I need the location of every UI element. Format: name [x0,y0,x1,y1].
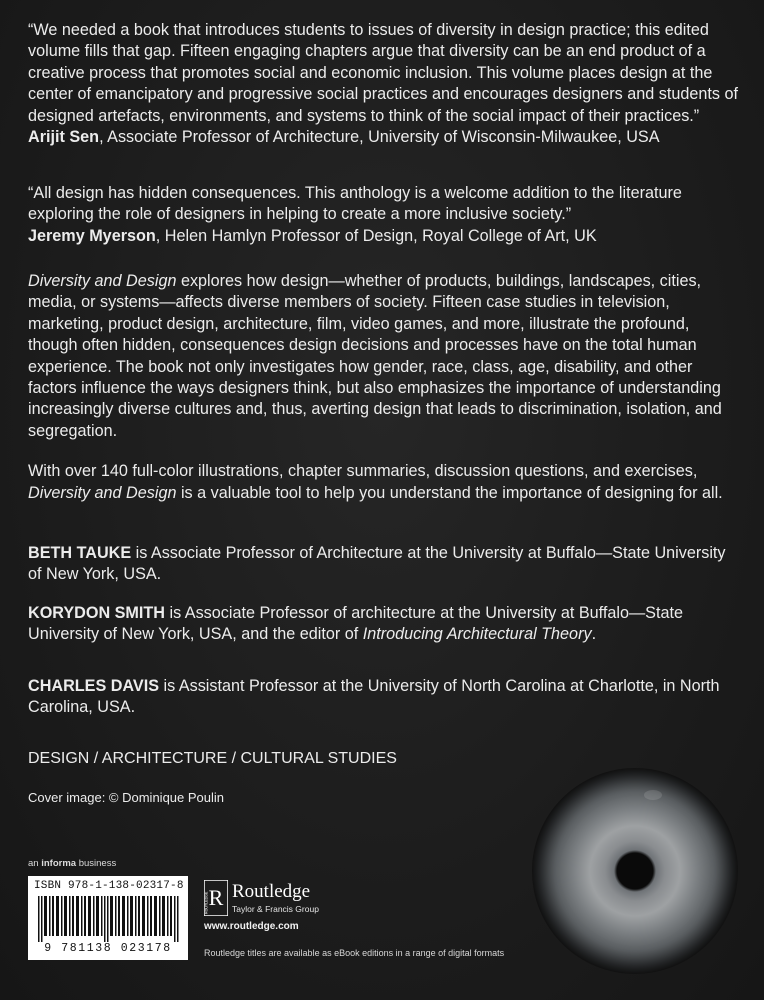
quote-text: “We needed a book that introduces students to issues of diversity in design practice; this edited volume fills that gap. Fifteen engaging chapters argue that diversity can be an end product of a creative process that promotes social and economic inclusion. This volume places design at the center of emancipatory and progressive social practices and encourages designers and students of designed artefacts, environments, and systems to think of the social impact of their practices.” [28,21,738,125]
barcode [38,896,182,942]
bio-name: KORYDON SMITH [28,604,165,622]
isbn-barcode-box [28,876,188,960]
quote-2 [28,183,740,247]
bio-text: is Associate Professor of architecture at the University at Buffalo—State University of New York, USA, and the editor of [28,604,683,644]
ebook-note: Routledge titles are available as eBook editions in a range of digital formats [204,948,505,958]
routledge-logo-icon [204,880,228,916]
barcode-digits: 9 781138 023178 [44,942,172,955]
bio-name: BETH TAUKE [28,544,132,562]
eye-glint [644,790,662,800]
bio-beth-tauke [28,543,740,586]
bio-name: CHARLES DAVIS [28,677,160,695]
cover-credit: Cover image: © Dominique Poulin [28,790,225,805]
eye-cover-image [532,768,738,974]
publisher-url[interactable]: www.routledge.com [204,921,299,932]
quote-author: Arijit Sen [28,128,100,147]
description-text: explores how design—whether of products, buildings, landscapes, cities, media, or systems—affects diverse members of society. Fifteen case studies in television, marketing, product design, architecture, film, video games, and more, illustrate the profound, though often hidden, consequences design decisions and processes have on the total human experience. The book not only investigates how gender, race, class, age, disability, and other factors influence the ways designers think, but also emphasizes the importance of understanding increasingly diverse cultures and, thus, averting design that leads to discrimination, isolation, and segregation. [28,272,722,440]
description-paragraph-1 [28,271,740,442]
description-paragraph-2 [28,461,740,504]
isbn-text: ISBN 978-1-138-02317-8 [34,880,184,892]
publisher-name: Routledge [232,881,311,902]
description-text: is a valuable tool to help you understand the importance of designing for all. [176,483,723,502]
quote-text: “All design has hidden consequences. This anthology is a welcome addition to the literature exploring the role of designers in helping to create a more inclusive society.” [28,184,682,224]
bio-text-end: . [591,625,597,644]
quote-affiliation: , Helen Hamlyn Professor of Design, Royal College of Art, UK [155,226,597,245]
bio-charles-davis [28,676,740,719]
book-description [28,271,740,504]
quote-attribution [28,226,740,247]
quote-affiliation: , Associate Professor of Architecture, University of Wisconsin-Milwaukee, USA [99,128,660,147]
svg-text:R: R [208,885,224,910]
description-text: With over 140 full-color illustrations, chapter summaries, discussion questions, and exercises, [28,462,698,481]
book-title-italic: Diversity and Design [28,483,177,502]
quote-attribution [28,127,740,148]
quote-1 [28,20,740,148]
publisher-group: Taylor & Francis Group [232,904,319,914]
informa-label: an informa business [28,858,117,869]
subject-category: DESIGN / ARCHITECTURE / CULTURAL STUDIES [28,750,397,767]
quote-author: Jeremy Myerson [28,226,156,245]
bio-text: is Assistant Professor at the University of North Carolina at Charlotte, in North Carolina, USA. [28,677,720,717]
bio-book-title: Introducing Architectural Theory [362,625,592,644]
bio-korydon-smith [28,603,740,646]
svg-text:ROUTLEDGE: ROUTLEDGE [204,891,209,914]
bio-text: is Associate Professor of Architecture at the University at Buffalo—State University of New York, USA. [28,544,726,584]
book-title-italic: Diversity and Design [28,272,177,290]
